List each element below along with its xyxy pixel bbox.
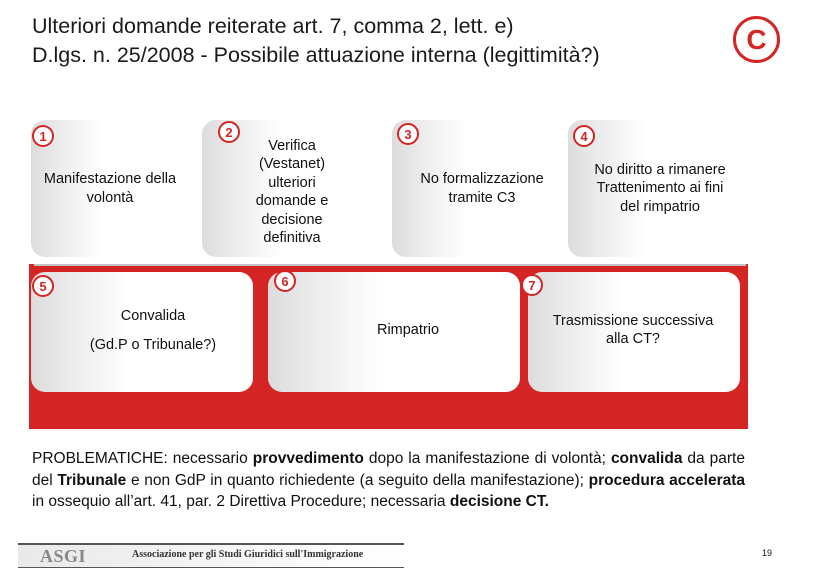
problems-text-5: in ossequio all’art. 41, par. 2 Direttiva Procedure; necessaria [32, 493, 450, 510]
step-3-number: 3 [397, 123, 419, 145]
problems-heading: PROBLEMATICHE: [32, 450, 168, 467]
problems-text-1: necessario [167, 450, 253, 467]
step-5-number: 5 [32, 275, 54, 297]
step-3-panel [392, 120, 558, 257]
step-7-panel [528, 272, 740, 392]
step-6-number: 6 [274, 270, 296, 292]
title-line-1: Ulteriori domande reiterate art. 7, comma 2, lett. e) [32, 14, 514, 38]
association-name: Associazione per gli Studi Giuridici sull'Immigrazione [132, 549, 364, 560]
step-1-panel [31, 120, 189, 257]
step-4-number: 4 [573, 125, 595, 147]
slide-title [32, 12, 732, 70]
problems-bold-3: Tribunale [57, 471, 127, 489]
step-6-text: Rimpatrio [376, 321, 440, 338]
step-5-panel [31, 272, 253, 392]
step-1-text: Manifestazione della volontà [43, 171, 177, 206]
problems-bold-2: convalida [610, 450, 683, 467]
step-1-number: 1 [32, 125, 54, 147]
step-2-number: 2 [218, 121, 240, 143]
section-badge: C [733, 16, 780, 63]
page-number: 19 [762, 548, 773, 558]
step-7-number: 7 [521, 274, 543, 296]
asgi-logo: ASGI [40, 546, 87, 566]
problems-text-3: da parte del [32, 450, 745, 489]
title-line-2: D.lgs. n. 25/2008 - Possibile attuazione interna (legittimità?) [32, 43, 600, 67]
problems-paragraph [32, 448, 745, 513]
step-2-text: Verifica (Vestanet) ulteriori domande e decisione definitiva [255, 137, 329, 246]
step-5-subtext: (Gd.P o Tribunale?) [89, 336, 217, 353]
footer [0, 543, 816, 569]
problems-bold-4: procedura accelerata [588, 471, 746, 489]
problems-bold-1: provvedimento [252, 450, 364, 467]
step-3-text: No formalizzazione tramite C3 [420, 171, 544, 206]
problems-text-4: e non GdP in quanto richiedente (a seguito della manifestazione); [126, 471, 589, 489]
problems-text-2: dopo la manifestazione di volontà; [363, 450, 611, 467]
step-4-text: No diritto a rimanere Trattenimento ai fini del rimpatrio [594, 161, 726, 215]
step-6-panel [268, 272, 520, 392]
row-divider [34, 264, 746, 266]
step-7-text: Trasmissione successiva alla CT? [552, 312, 714, 347]
problems-bold-5: decisione CT. [449, 493, 549, 510]
step-5-text: Convalida [120, 307, 186, 324]
